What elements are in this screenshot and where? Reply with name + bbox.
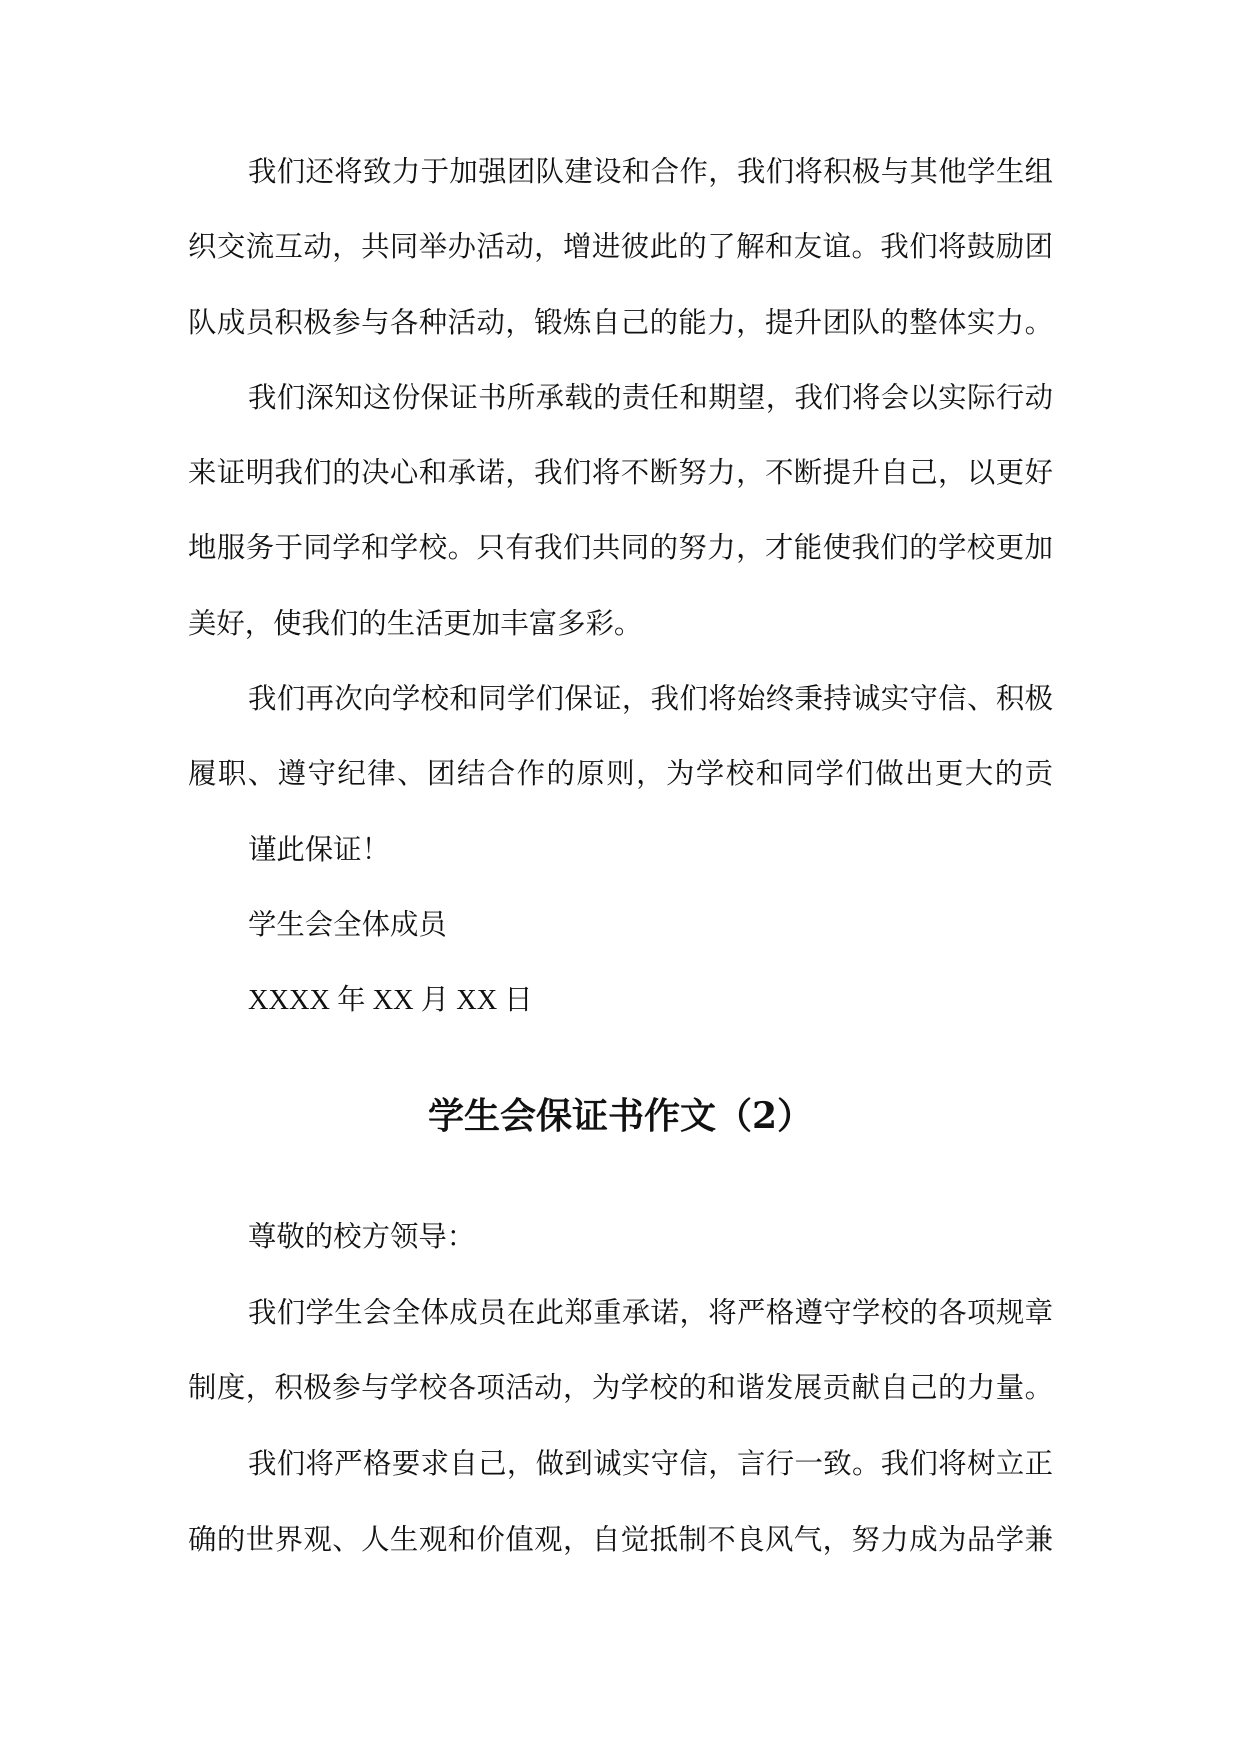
paragraph-line: 美好，使我们的生活更加丰富多彩。: [188, 608, 643, 640]
paragraph-line: 履职、遵守纪律、团结合作的原则，为学校和同学们做出更大的贡: [188, 759, 1053, 791]
paragraph-line: 我们将严格要求自己，做到诚实守信，言行一致。我们将树立正: [248, 1449, 1053, 1481]
paragraph-line: 地服务于同学和学校。只有我们共同的努力，才能使我们的学校更加: [188, 533, 1053, 565]
second-letter: [188, 1200, 1053, 1578]
section-title: 学生会保证书作文（2）: [427, 1095, 814, 1137]
paragraph-self-discipline: [188, 1427, 1053, 1578]
paragraph-team-building: [188, 135, 1053, 361]
paragraph-pledge-again: [188, 662, 1053, 813]
paragraph-commitment: [188, 1276, 1053, 1427]
paragraph-line: 我们还将致力于加强团队建设和合作，我们将积极与其他学生组: [248, 157, 1053, 188]
previous-letter-continuation: [188, 135, 1053, 1039]
paragraph-line: 来证明我们的决心和承诺，我们将不断努力，不断提升自己，以更好: [188, 458, 1053, 490]
paragraph-line: 我们再次向学校和同学们保证，我们将始终秉持诚实守信、积极: [248, 684, 1053, 716]
paragraph-responsibility: [188, 361, 1053, 662]
date: XXXX 年 XX 月 XX 日: [248, 985, 533, 1017]
paragraph-line: 确的世界观、人生观和价值观，自觉抵制不良风气，努力成为品学兼: [188, 1524, 1053, 1556]
paragraph-line: 织交流互动，共同举办活动，增进彼此的了解和友谊。我们将鼓励团: [188, 232, 1053, 264]
paragraph-line: 队成员积极参与各种活动，锻炼自己的能力，提升团队的整体实力。: [188, 307, 1053, 339]
paragraph-line: 制度，积极参与学校各项活动，为学校的和谐发展贡献自己的力量。: [188, 1373, 1053, 1405]
closing-remark: 谨此保证！: [248, 834, 390, 866]
paragraph-line: 我们深知这份保证书所承载的责任和期望，我们将会以实际行动: [248, 382, 1053, 414]
salutation: 尊敬的校方领导：: [248, 1222, 476, 1253]
signature: 学生会全体成员: [248, 909, 447, 941]
paragraph-line: 我们学生会全体成员在此郑重承诺，将严格遵守学校的各项规章: [248, 1297, 1053, 1329]
